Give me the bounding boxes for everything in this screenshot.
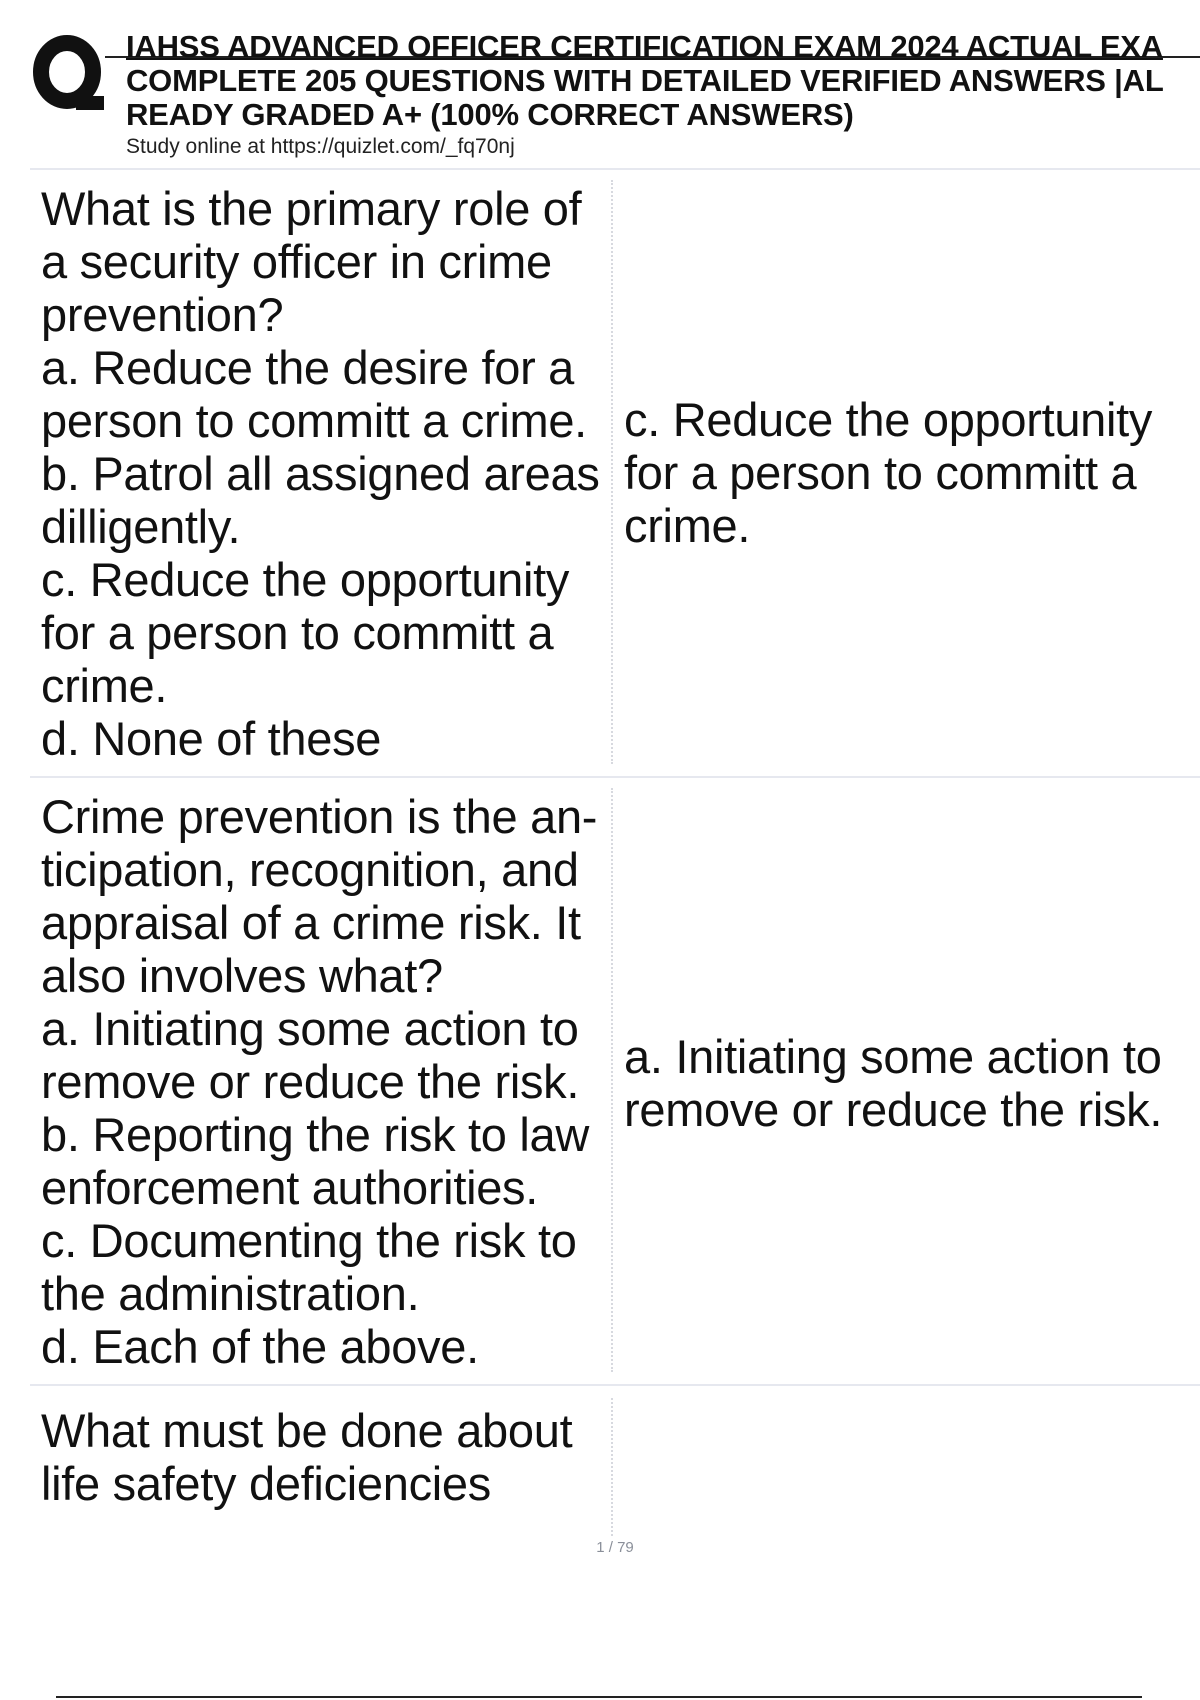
term-line: for a person to committ a (41, 606, 554, 659)
term-line: b. Patrol all assigned areas (41, 447, 600, 500)
term-line: a security officer in crime (41, 235, 552, 288)
term-line: person to committ a crime. (41, 394, 587, 447)
document-title-line-3: READY GRADED A+ (100% CORRECT ANSWERS) (126, 97, 854, 132)
document-header (126, 30, 1200, 160)
card-divider (611, 788, 613, 1372)
term-line: c. Documenting the risk to (41, 1214, 577, 1267)
flashcard-1 (30, 168, 1200, 778)
page-number: 1 / 79 (596, 1539, 634, 1556)
term-line: d. Each of the above. (41, 1320, 479, 1373)
term-line: crime. (41, 659, 168, 712)
term-line: a. Initiating some action to (41, 1002, 579, 1055)
term-line: b. Reporting the risk to law (41, 1108, 590, 1161)
flashcard-term (41, 182, 611, 765)
study-online-link[interactable]: Study online at https://quizlet.com/_fq70nj (126, 135, 515, 158)
term-line: Crime prevention is the an- (41, 790, 598, 843)
flashcard-definition (624, 393, 1200, 552)
term-line: d. None of these (41, 712, 382, 765)
term-line: What is the primary role of (41, 182, 582, 235)
flashcard-term (41, 790, 611, 1373)
document-title-line-1: IAHSS ADVANCED OFFICER CERTIFICATION EXAM 2024 ACTUAL EXA (126, 30, 1163, 64)
term-line: What must be done about (41, 1404, 573, 1457)
quizlet-q-logo-icon (32, 34, 106, 114)
term-line: also involves what? (41, 949, 443, 1002)
flashcard-3 (30, 1384, 1200, 1536)
definition-line: for a person to committ a (624, 446, 1137, 499)
term-line: a. Reduce the desire for a (41, 341, 575, 394)
term-line: appraisal of a crime risk. It (41, 896, 581, 949)
footer-rule (56, 1696, 1142, 1698)
term-line: dilligently. (41, 500, 241, 553)
card-divider (611, 180, 613, 764)
term-line: ticipation, recognition, and (41, 843, 579, 896)
term-line: life safety deficiencies (41, 1457, 491, 1510)
definition-line: a. Initiating some action to (624, 1030, 1162, 1083)
flashcard-2 (30, 776, 1200, 1386)
term-line: prevention? (41, 288, 284, 341)
definition-line: crime. (624, 499, 751, 552)
term-line: c. Reduce the opportunity (41, 553, 570, 606)
document-title-line-2: COMPLETE 205 QUESTIONS WITH DETAILED VERIFIED ANSWERS |AL (126, 63, 1164, 98)
term-line: the administration. (41, 1267, 420, 1320)
term-line: enforcement authorities. (41, 1161, 539, 1214)
flashcard-definition (624, 1030, 1200, 1136)
card-divider (611, 1398, 613, 1536)
definition-line: remove or reduce the risk. (624, 1083, 1163, 1136)
flashcard-term (41, 1404, 611, 1510)
definition-line: c. Reduce the opportunity (624, 393, 1153, 446)
term-line: remove or reduce the risk. (41, 1055, 580, 1108)
